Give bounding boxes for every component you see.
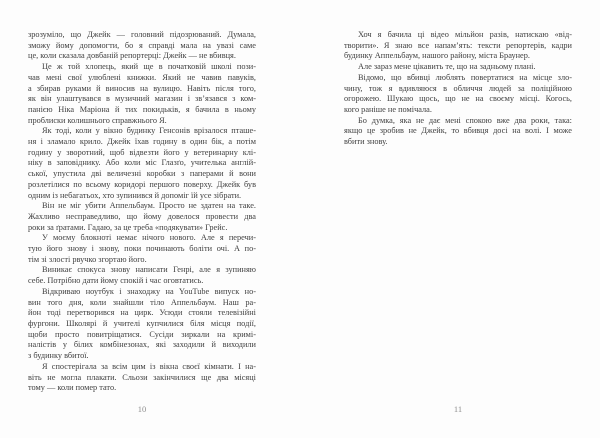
text-line: чав мені свої улюблені книжки. Який не чавив павуків, xyxy=(28,72,256,82)
text-line: вбити знову. xyxy=(344,137,388,147)
text-line: як він улаштувався в музичний магазин і зв’язався з ком- xyxy=(28,94,256,104)
text-line: Жахливо несправедливо, що йому довелося провести два xyxy=(28,211,256,221)
text-line: Я спостерігала за всім цим із вікна своєї кімнати. І на- xyxy=(42,361,256,371)
text-line: розлетілися по всьому коридорі першого поверху. Джейк був xyxy=(28,179,256,189)
paragraph xyxy=(28,126,256,201)
text-line: годину у зворотний, щоб відвезти його у ветеринарну клі- xyxy=(28,147,256,157)
text-line: кого раніше не помічала. xyxy=(344,104,432,114)
paragraph xyxy=(28,30,256,62)
text-line: вин того дня, коли знайшли тіло Аппельбаум. Наш ра- xyxy=(28,297,256,307)
text-line: Як тоді, коли у вікно будинку Генсонів врізалося пташе- xyxy=(42,126,256,136)
paragraph xyxy=(344,116,572,148)
text-line: роки за ґратами. Гадаю, за це треба «подякувати» Грейс. xyxy=(28,222,228,232)
text-line: фургони. Школярі й учителі купчилися біля місця події, xyxy=(28,318,256,328)
text-line: проблиски колишнього справжнього Я. xyxy=(28,115,167,125)
paragraph xyxy=(28,362,256,394)
page-number-right: 11 xyxy=(453,404,463,414)
text-line: Хоч я бачила ці відео мільйон разів, натискаю «від- xyxy=(358,30,572,39)
text-line: зрозуміло, що Джейк — головний підозрюваний. Думала, xyxy=(28,30,256,39)
text-line: ня і зламало крило. Джейк їхав годину в один бік, а потім xyxy=(28,137,256,147)
paragraph xyxy=(344,73,572,116)
paragraph xyxy=(344,30,572,62)
text-line: огорожею. Шукаю щось, що не на своєму місці. Когось, xyxy=(344,94,572,104)
text-line: У моєму блокноті немає нічого нового. Але я перечи- xyxy=(42,233,256,243)
text-line: ніку в заповіднику. Або коли міс Глазґо, учителька англій- xyxy=(28,158,256,168)
text-line: а збирав руками й виносив на вулицю. Навіть після того, xyxy=(28,83,256,93)
text-line: Але зараз мене цікавить те, що на задньому плані. xyxy=(358,62,536,72)
text-line: йон тоді перетворився на цирк. Усюди стояли телевізійні xyxy=(28,308,256,318)
text-line: будинку Аппельбаум, нашого району, міста Браунер. xyxy=(344,51,530,61)
text-line: одним із небагатьох, хто зупинився й допоміг їй усе зібрати. xyxy=(28,190,242,200)
page-number-left: 10 xyxy=(137,404,147,414)
paragraph xyxy=(28,287,256,362)
text-line: тую його знову і знову, поки починають боліти очі. А по- xyxy=(28,244,256,254)
text-line: творити». Я знаю все напам’ять: тексти репортерів, кадри xyxy=(344,40,572,50)
paragraph xyxy=(28,62,256,126)
text-line: це, коли сказала довбаній репортерці: Джейк — не вбивця. xyxy=(28,51,236,61)
text-line: щоби просто повитріщатися. Сусіди зиркали на кримі- xyxy=(28,329,256,339)
text-line: ської, упустила дві величезні коробки з паперами й вони xyxy=(28,169,256,179)
text-line: Відкриваю ноутбук і знаходжу на YouTube випуск но- xyxy=(42,286,256,296)
text-line: тім зі злості рвучко згортаю його. xyxy=(28,254,147,264)
text-line: зможу йому допомогти, бо я справді мала на увазі саме xyxy=(28,40,256,50)
text-line: Він не міг убити Аппельбаум. Просто не здатен на таке. xyxy=(42,201,256,211)
paragraph xyxy=(28,265,256,286)
text-line: панією Ніка Маріона й тих покидьків, я бачила в ньому xyxy=(28,104,256,114)
text-line: себе. Потрібно дати йому спокій і час оговтатись. xyxy=(28,276,204,286)
text-line: тому — коли помер тато. xyxy=(28,383,117,393)
text-line: налістів у білих комбінезонах, які заходили й виходили xyxy=(28,340,256,350)
text-line: Відомо, що вбивці люблять повертатися на місце зло- xyxy=(358,72,572,82)
paragraph xyxy=(28,233,256,265)
text-line: чину, тож я вдивляюся в обличчя людей за поліційною xyxy=(344,83,572,93)
text-line: Це ж той хлопець, який ще в початковій школі пози- xyxy=(42,62,256,72)
page-right-text-block xyxy=(344,30,572,148)
text-line: віть не могла плакати. Сльози закінчилися ще два місяці xyxy=(28,372,256,382)
text-line: Виникає спокуса знову написати Генрі, але я зупиняю xyxy=(42,265,256,275)
text-line: Бо думка, яка не дає мені спокою вже два роки, така: xyxy=(358,115,572,125)
text-line: з будинку вбитої. xyxy=(28,351,89,361)
page-left-text-block xyxy=(28,30,256,394)
paragraph xyxy=(28,201,256,233)
paragraph xyxy=(344,62,572,73)
text-line: якщо це зробив не Джейк, то вбивця досі на волі. І може xyxy=(344,126,572,136)
